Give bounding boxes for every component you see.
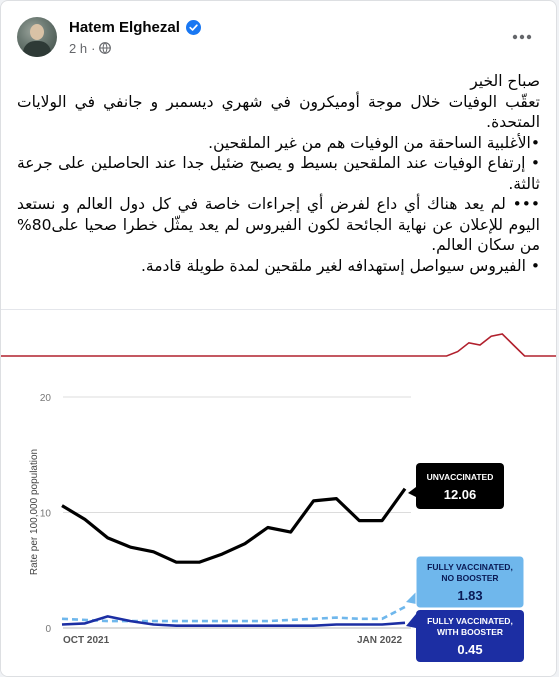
avatar[interactable] [17, 17, 57, 57]
legend-title: UNVACCINATED [426, 472, 494, 482]
globe-icon[interactable] [99, 42, 111, 54]
post-line-greeting: صباح الخير [470, 72, 540, 90]
post-text [17, 71, 540, 276]
post-line-vaccinated: • إرتفاع الوفيات عند الملقحين بسيط و يصبح ضئيل جدا عند الحاصلين على جرعة ثالثة. [17, 154, 540, 193]
series-line [62, 607, 405, 621]
y-axis-label: Rate per 100,000 population [29, 448, 40, 576]
legend-value: 0.45 [457, 642, 483, 657]
author-name[interactable]: Hatem Elghezal [69, 18, 180, 36]
x-tick-label: JAN 2022 [357, 635, 403, 646]
legend-box-unvaccinated [416, 463, 504, 509]
post-meta [69, 39, 111, 57]
series-line [62, 489, 405, 563]
callout-pointer [406, 592, 416, 604]
y-tick-label: 0 [45, 624, 51, 635]
death-rate-chart [1, 310, 557, 677]
callout-pointer [406, 614, 416, 628]
more-options-button[interactable] [504, 19, 540, 55]
post-time[interactable]: 2 h [69, 40, 88, 56]
x-tick-label: OCT 2021 [63, 635, 110, 646]
callout-pointer [408, 487, 416, 497]
post-image-chart[interactable] [1, 309, 557, 677]
post-line-intro: تعقّب الوفيات خلال موجة أوميكرون في شهري ديسمبر و جانفي في الولايات المتحدة. [17, 92, 540, 131]
meta-separator: · [91, 40, 96, 56]
legend-value: 12.06 [443, 487, 477, 502]
legend-title: FULLY VACCINATED, [427, 562, 513, 572]
legend-title: WITH BOOSTER [436, 627, 504, 637]
verified-badge-icon [186, 20, 201, 35]
legend-title: NO BOOSTER [441, 573, 499, 583]
post-line-future: • الفيروس سيواصل إستهدافه لغير ملقحين لمدة طويلة قادمة. [140, 256, 540, 275]
post-line-measures: ••• لم يعد هناك أي داع لفرض أي إجراءات خاصة في كل دول العالم و نستعد اليوم للإعلان عن نهاية الجائحة لكون الفيروس لم يعد يمثّل خطرا صحيا على80% من سكان العالم. [17, 195, 540, 254]
legend-value: 1.83 [457, 588, 483, 603]
author-row [69, 17, 201, 37]
y-tick-label: 20 [39, 393, 51, 404]
y-tick-label: 10 [39, 508, 51, 520]
more-horizontal-icon [512, 34, 532, 40]
post-line-majority: •الأغلبية الساحقة من الوفيات هم من غير الملقحين. [208, 133, 540, 152]
post-header [17, 13, 540, 61]
overview-line [1, 334, 557, 356]
legend-title: FULLY VACCINATED, [427, 616, 513, 626]
